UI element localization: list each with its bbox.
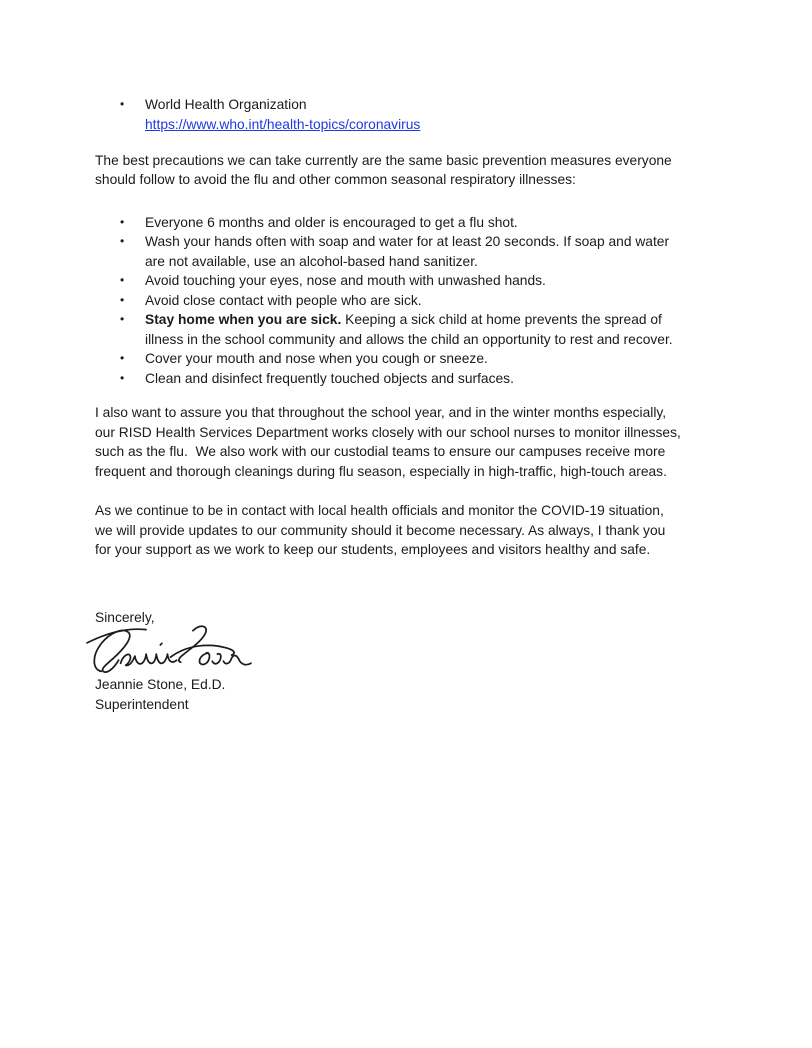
- precautions-list: [95, 213, 745, 389]
- bullet-text: Wash your hands often with soap and water for at least 20 seconds. If soap and water: [145, 234, 670, 249]
- paragraph-assurance: [95, 403, 745, 481]
- bullet-text: illness in the school community and allows the child an opportunity to rest and recover.: [145, 331, 673, 347]
- bullet-bold-lead: Stay home when you are sick.: [145, 312, 342, 327]
- resources-list: [95, 95, 745, 134]
- paragraph-line: for your support as we work to keep our students, employees and visitors healthy and safe.: [95, 542, 651, 557]
- bullet-icon: •: [120, 292, 125, 307]
- bullet-icon: •: [120, 370, 125, 385]
- paragraph-line: we will provide updates to our community should it become necessary. As always, I thank you: [95, 522, 666, 538]
- paragraph-intro: [95, 151, 745, 190]
- paragraph-line: The best precautions we can take currently are the same basic prevention measures everyone: [95, 152, 672, 168]
- bullet-icon: •: [120, 234, 125, 248]
- bullet-icon: •: [120, 273, 125, 287]
- bullet-icon: •: [120, 214, 125, 229]
- signatory-title: Superintendent: [95, 696, 189, 712]
- bullet-icon: •: [120, 97, 125, 111]
- letter-content: [95, 95, 745, 714]
- list-item: [95, 310, 745, 349]
- bullet-text: Clean and disinfect frequently touched objects and surfaces.: [145, 370, 514, 386]
- bullet-text: Avoid touching your eyes, nose and mouth with unwashed hands.: [145, 273, 546, 288]
- list-item: [95, 291, 745, 311]
- paragraph-line: such as the flu. We also work with our custodial teams to ensure our campuses receive more: [95, 444, 666, 459]
- resource-label: World Health Organization: [145, 97, 307, 112]
- bullet-icon: •: [120, 351, 125, 365]
- bullet-text: Keeping a sick child at home prevents the spread of: [341, 312, 662, 327]
- paragraph-line: frequent and thorough cleanings during flu season, especially in high-traffic, high-touch areas.: [95, 463, 667, 479]
- list-item: [95, 213, 745, 233]
- paragraph-line: should follow to avoid the flu and other common seasonal respiratory illnesses:: [95, 172, 576, 187]
- paragraph-line: our RISD Health Services Department works closely with our school nurses to monitor illnesses,: [95, 424, 681, 440]
- valediction: Sincerely,: [95, 609, 155, 625]
- list-item: [95, 271, 745, 291]
- list-item: [95, 369, 745, 389]
- list-item: [95, 232, 745, 271]
- bullet-text: Avoid close contact with people who are sick.: [145, 292, 422, 308]
- signatory-name: Jeannie Stone, Ed.D.: [95, 677, 226, 692]
- bullet-text: are not available, use an alcohol-based hand sanitizer.: [145, 253, 478, 269]
- list-item: [95, 95, 745, 134]
- who-link[interactable]: https://www.who.int/health-topics/coronavirus: [145, 116, 421, 132]
- bullet-text: Everyone 6 months and older is encouraged to get a flu shot.: [145, 214, 518, 230]
- paragraph-line: I also want to assure you that throughout the school year, and in the winter months especially,: [95, 405, 667, 420]
- paragraph-updates: [95, 501, 745, 560]
- bullet-icon: •: [120, 312, 125, 326]
- paragraph-line: As we continue to be in contact with local health officials and monitor the COVID-19 situation,: [95, 503, 664, 518]
- signature-image: [85, 623, 253, 677]
- list-item: [95, 349, 745, 369]
- bullet-text: Cover your mouth and nose when you cough or sneeze.: [145, 351, 488, 366]
